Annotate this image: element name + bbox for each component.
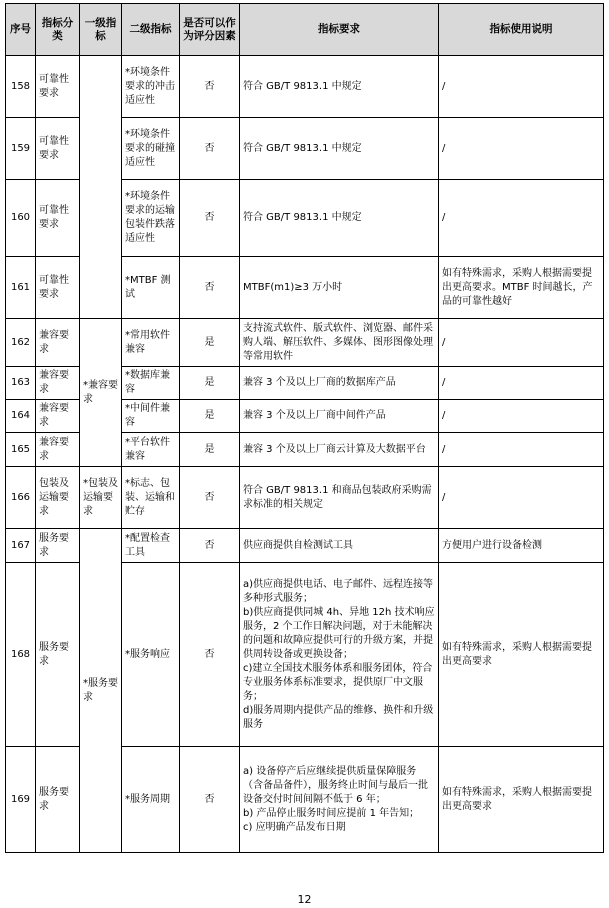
header-requirement: 指标要求 bbox=[240, 4, 439, 56]
cell-scorable: 否 bbox=[180, 180, 240, 257]
cell-requirement: 符合 GB/T 9813.1 中规定 bbox=[240, 118, 439, 180]
cell-category: 服务要求 bbox=[36, 563, 80, 747]
cell-scorable: 否 bbox=[180, 563, 240, 747]
cell-usage: / bbox=[439, 367, 604, 400]
cell-scorable: 是 bbox=[180, 367, 240, 400]
table-row bbox=[6, 529, 604, 563]
cell-requirement: 兼容 3 个及以上厂商中间件产品 bbox=[240, 400, 439, 433]
cell-scorable: 否 bbox=[180, 467, 240, 529]
cell-requirement: 符合 GB/T 9813.1 中规定 bbox=[240, 56, 439, 118]
cell-requirement: a) 设备停产后应继续提供质量保障服务（含备品备件），服务终止时间与最后一批设备交付时间间隔不低于 6 年； b) 产品停止服务时间应提前 1 年告知； c) 应明确产品发布日期 bbox=[240, 747, 439, 853]
cell-usage: / bbox=[439, 467, 604, 529]
cell-level2: *数据库兼容 bbox=[122, 367, 180, 400]
cell-usage: / bbox=[439, 319, 604, 367]
cell-seq: 161 bbox=[6, 257, 36, 319]
cell-seq: 159 bbox=[6, 118, 36, 180]
cell-requirement: a)供应商提供电话、电子邮件、远程连接等多种形式服务； b)供应商提供同城 4h、异地 12h 技术响应服务，2 个工作日解决问题，对于未能解决的问题和故障应提供可行的升级方案，并提供周转设备或更换设备； c)建立全国技术服务体系和服务团体，符合专业服务体系标准要求，提供原厂中文服务； d)服务周期内提供产品的维修、换件和升级服务 bbox=[240, 563, 439, 747]
cell-level2: *服务周期 bbox=[122, 747, 180, 853]
header-category: 指标分类 bbox=[36, 4, 80, 56]
cell-seq: 166 bbox=[6, 467, 36, 529]
cell-level2: *标志、包装、运输和贮存 bbox=[122, 467, 180, 529]
cell-category: 可靠性要求 bbox=[36, 180, 80, 257]
cell-scorable: 是 bbox=[180, 400, 240, 433]
cell-seq: 160 bbox=[6, 180, 36, 257]
header-row bbox=[6, 4, 604, 56]
cell-requirement: 符合 GB/T 9813.1 和商品包装政府采购需求标准的相关规定 bbox=[240, 467, 439, 529]
cell-level1-empty bbox=[80, 56, 122, 319]
cell-scorable: 否 bbox=[180, 257, 240, 319]
cell-usage: 如有特殊需求，采购人根据需要提出更高要求 bbox=[439, 747, 604, 853]
cell-level1-compat: *兼容要求 bbox=[80, 319, 122, 467]
cell-seq: 164 bbox=[6, 400, 36, 433]
cell-usage: / bbox=[439, 400, 604, 433]
cell-usage: / bbox=[439, 180, 604, 257]
cell-requirement: 支持流式软件、版式软件、浏览器、邮件采购人端、解压软件、多媒体、图形图像处理等常用软件 bbox=[240, 319, 439, 367]
cell-category: 可靠性要求 bbox=[36, 257, 80, 319]
cell-scorable: 否 bbox=[180, 529, 240, 563]
cell-level2: *常用软件兼容 bbox=[122, 319, 180, 367]
cell-scorable: 否 bbox=[180, 118, 240, 180]
cell-seq: 167 bbox=[6, 529, 36, 563]
cell-level1-packaging: *包装及运输要求 bbox=[80, 467, 122, 529]
header-level2: 二级指标 bbox=[122, 4, 180, 56]
cell-category: 兼容要求 bbox=[36, 319, 80, 367]
header-seq: 序号 bbox=[6, 4, 36, 56]
cell-level2: *平台软件兼容 bbox=[122, 433, 180, 467]
header-scorable: 是否可以作为评分因素 bbox=[180, 4, 240, 56]
cell-usage: / bbox=[439, 433, 604, 467]
cell-usage: 如有特殊需求，采购人根据需要提出更高要求 bbox=[439, 563, 604, 747]
cell-level2: *环境条件要求的碰撞适应性 bbox=[122, 118, 180, 180]
cell-requirement: MTBF(m1)≥3 万小时 bbox=[240, 257, 439, 319]
cell-seq: 168 bbox=[6, 563, 36, 747]
cell-usage: 如有特殊需求，采购人根据需要提出更高要求。MTBF 时间越长，产品的可靠性越好 bbox=[439, 257, 604, 319]
cell-level2: *配置检查工具 bbox=[122, 529, 180, 563]
cell-category: 可靠性要求 bbox=[36, 118, 80, 180]
cell-level1-service: *服务要求 bbox=[80, 529, 122, 853]
cell-requirement: 兼容 3 个及以上厂商的数据库产品 bbox=[240, 367, 439, 400]
cell-seq: 169 bbox=[6, 747, 36, 853]
header-usage: 指标使用说明 bbox=[439, 4, 604, 56]
cell-seq: 162 bbox=[6, 319, 36, 367]
cell-category: 包装及运输要求 bbox=[36, 467, 80, 529]
page-number: 12 bbox=[297, 893, 312, 906]
cell-requirement: 兼容 3 个及以上厂商云计算及大数据平台 bbox=[240, 433, 439, 467]
cell-usage: 方便用户进行设备检测 bbox=[439, 529, 604, 563]
cell-level2: *服务响应 bbox=[122, 563, 180, 747]
cell-category: 服务要求 bbox=[36, 747, 80, 853]
cell-level2: *环境条件要求的运输包装件跌落适应性 bbox=[122, 180, 180, 257]
cell-requirement: 符合 GB/T 9813.1 中规定 bbox=[240, 180, 439, 257]
spec-table bbox=[5, 3, 604, 853]
cell-category: 兼容要求 bbox=[36, 433, 80, 467]
cell-scorable: 否 bbox=[180, 747, 240, 853]
cell-level2: *MTBF 测试 bbox=[122, 257, 180, 319]
cell-category: 可靠性要求 bbox=[36, 56, 80, 118]
cell-requirement: 供应商提供自检测试工具 bbox=[240, 529, 439, 563]
cell-category: 服务要求 bbox=[36, 529, 80, 563]
cell-scorable: 是 bbox=[180, 433, 240, 467]
table-row bbox=[6, 467, 604, 529]
cell-category: 兼容要求 bbox=[36, 400, 80, 433]
cell-level2: *环境条件要求的冲击适应性 bbox=[122, 56, 180, 118]
cell-scorable: 否 bbox=[180, 56, 240, 118]
cell-usage: / bbox=[439, 118, 604, 180]
header-level1: 一级指标 bbox=[80, 4, 122, 56]
cell-category: 兼容要求 bbox=[36, 367, 80, 400]
cell-level2: *中间件兼容 bbox=[122, 400, 180, 433]
cell-usage: / bbox=[439, 56, 604, 118]
cell-seq: 158 bbox=[6, 56, 36, 118]
cell-seq: 163 bbox=[6, 367, 36, 400]
cell-scorable: 是 bbox=[180, 319, 240, 367]
table-row bbox=[6, 319, 604, 367]
table-row bbox=[6, 56, 604, 118]
cell-seq: 165 bbox=[6, 433, 36, 467]
